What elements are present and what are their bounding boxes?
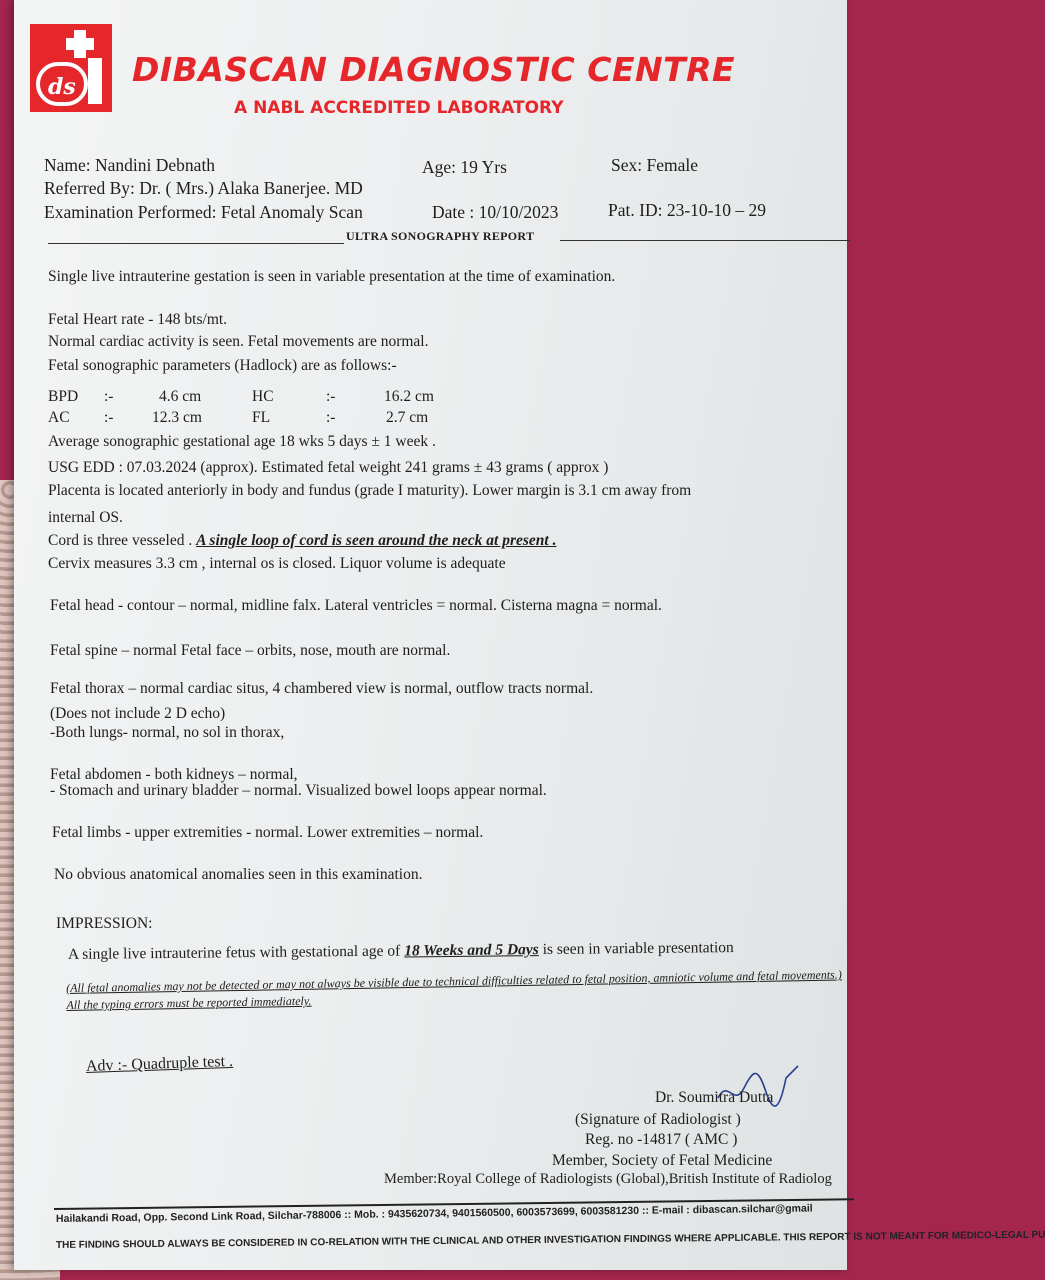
title-rule-left <box>48 243 344 244</box>
centre-name: DIBASCAN DIAGNOSTIC CENTRE <box>132 50 736 89</box>
measure-label: HC <box>252 388 274 405</box>
impression-ga: 18 Weeks and 5 Days <box>404 941 539 960</box>
placenta-line-2: internal OS. <box>48 509 123 526</box>
impression-text <box>68 939 734 964</box>
examination: Examination Performed: Fetal Anomaly Scan <box>44 202 363 222</box>
patient-id: Pat. ID: 23-10-10 – 29 <box>608 200 766 220</box>
footer-address: Hailakandi Road, Opp. Second Link Road, Silchar-788006 :: Mob. : 9435620734, 9401560500, 6003573699, 6003581230 :: E-mail : dibascan.silchar@gmail <box>55 1202 813 1225</box>
advice: Adv :- Quadruple test . <box>85 1052 234 1075</box>
doctor-name: Dr. Soumitra Dutta <box>655 1089 774 1106</box>
cord-loop-note: A single loop of cord is seen around the neck at present . <box>196 532 557 549</box>
signature-role: (Signature of Radiologist ) <box>575 1111 741 1128</box>
title-rule-right <box>560 240 850 241</box>
footer-disclaimer: THE FINDING SHOULD ALWAYS BE CONSIDERED IN CO-RELATION WITH THE CLINICAL AND OTHER INVESTIGATION FINDINGS WHERE APPLICABLE. THIS REPORT IS NOT MEANT FOR MEDICO-LEGAL PU <box>55 1229 1045 1251</box>
parameters-intro: Fetal sonographic parameters (Hadlock) are as follows:- <box>48 357 397 374</box>
impression-text-a: A single live intrauterine fetus with gestational age of <box>67 942 405 963</box>
cord-text: Cord is three vesseled . <box>48 532 197 549</box>
fetal-head: Fetal head - contour – normal, midline falx. Lateral ventricles = normal. Cisterna magna = normal. <box>50 597 662 614</box>
cardiac-activity: Normal cardiac activity is seen. Fetal movements are normal. <box>48 333 429 350</box>
registration-no: Reg. no -14817 ( AMC ) <box>585 1131 738 1148</box>
placenta-line: Placenta is located anteriorly in body and fundus (grade I maturity). Lower margin is 3.1 cm away from <box>48 482 692 499</box>
logo-text: ds <box>48 74 76 100</box>
measure-value: 12.3 cm <box>152 409 202 426</box>
impression-heading: IMPRESSION: <box>56 915 153 932</box>
fetal-limbs: Fetal limbs - upper extremities - normal. Lower extremities – normal. <box>52 824 484 841</box>
edd-line: USG EDD : 07.03.2024 (approx). Estimated fetal weight 241 grams ± 43 grams ( approx ) <box>48 459 609 476</box>
no-anomalies: No obvious anatomical anomalies seen in this examination. <box>54 866 423 883</box>
fetal-thorax: Fetal thorax – normal cardiac situs, 4 chambered view is normal, outflow tracts normal. <box>50 680 594 697</box>
accreditation: A NABL ACCREDITED LABORATORY <box>234 98 564 118</box>
measure-sep: :- <box>326 388 336 405</box>
referred-by: Referred By: Dr. ( Mrs.) Alaka Banerjee. MD <box>44 178 363 198</box>
fetal-abdomen: Fetal abdomen - both kidneys – normal, <box>50 766 298 783</box>
fetal-thorax-3: -Both lungs- normal, no sol in thorax, <box>50 724 285 741</box>
cord-line <box>48 532 556 550</box>
average-ga: Average sonographic gestational age 18 wks 5 days ± 1 week . <box>48 433 436 450</box>
measure-label: BPD <box>48 388 79 405</box>
exam-date: Date : 10/10/2023 <box>432 202 559 222</box>
impression-text-c: is seen in variable presentation <box>538 939 734 959</box>
measure-sep: :- <box>104 409 114 426</box>
measure-value: 2.7 cm <box>386 409 429 426</box>
gestation-line: Single live intrauterine gestation is seen in variable presentation at the time of examination. <box>48 268 616 285</box>
measure-label: AC <box>48 409 70 426</box>
measure-sep: :- <box>104 388 114 405</box>
patient-age: Age: 19 Yrs <box>422 157 507 177</box>
cervix-line: Cervix measures 3.3 cm , internal os is closed. Liquor volume is adequate <box>48 555 506 572</box>
measure-value: 4.6 cm <box>159 388 202 405</box>
heart-rate: Fetal Heart rate - 148 bts/mt. <box>48 311 228 328</box>
fetal-thorax-2: (Does not include 2 D echo) <box>50 705 226 722</box>
measure-value: 16.2 cm <box>384 388 434 405</box>
membership-1: Member, Society of Fetal Medicine <box>552 1152 773 1169</box>
measure-label: FL <box>252 409 271 426</box>
centre-logo <box>30 24 112 112</box>
report-title: ULTRA SONOGRAPHY REPORT <box>346 229 535 243</box>
signature-scribble <box>714 1058 804 1118</box>
membership-2: Member:Royal College of Radiologists (Global),British Institute of Radiolog <box>384 1171 832 1187</box>
disclaimer-note: (All fetal anomalies may not be detected or may not always be visible due to technical difficulties related to fetal position, amniotic volume and fetal movements.) All the typing errors must be reported immediately. <box>66 967 842 1012</box>
fetal-spine-face: Fetal spine – normal Fetal face – orbits, nose, mouth are normal. <box>50 642 451 659</box>
patient-sex: Sex: Female <box>611 155 698 175</box>
fetal-abdomen-2: - Stomach and urinary bladder – normal. Visualized bowel loops appear normal. <box>50 782 547 799</box>
report-paper <box>14 0 1045 1270</box>
patient-name: Name: Nandini Debnath <box>44 155 216 175</box>
measure-sep: :- <box>326 409 336 426</box>
